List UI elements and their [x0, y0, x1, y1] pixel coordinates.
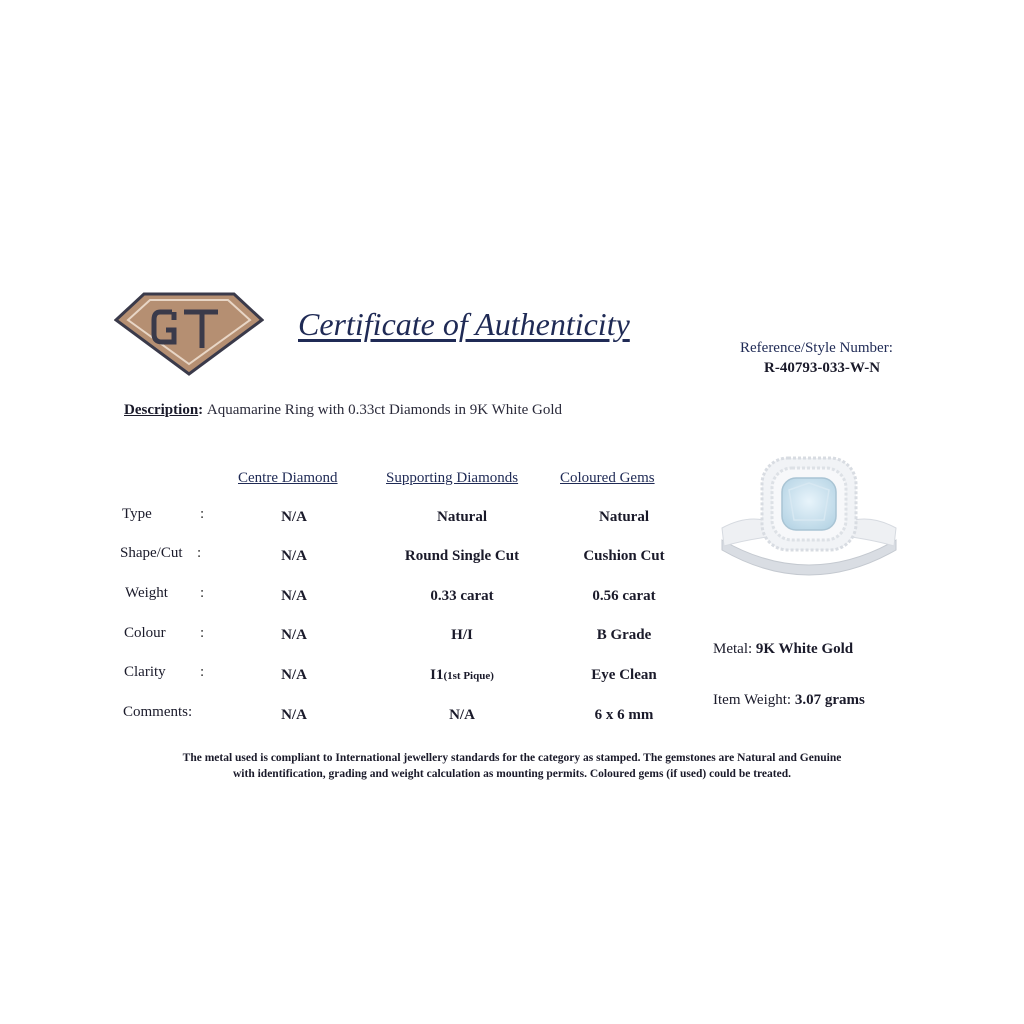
row-colon: :	[200, 506, 205, 522]
column-header-coloured-gems: Coloured Gems	[560, 470, 655, 486]
certificate-title: Certificate of Authenticity	[298, 306, 630, 342]
description-value: Aquamarine Ring with 0.33ct Diamonds in 9K White Gold	[206, 402, 563, 418]
reference-value: R-40793-033-W-N	[764, 360, 881, 376]
metal-label: Metal:	[713, 641, 753, 657]
clarity-note: (1st Pique)	[443, 670, 494, 682]
row-label-clarity: Clarity	[124, 664, 166, 680]
description-label: Description	[124, 402, 199, 418]
table-cell: 0.56 carat	[592, 588, 656, 604]
footer-line-1: The metal used is compliant to International jewellery standards for the category as stamped. The gemstones are Natural and Genuine	[182, 752, 842, 764]
reference-label: Reference/Style Number:	[740, 340, 893, 356]
item-weight-label: Item Weight:	[713, 692, 792, 708]
table-cell: N/A	[281, 509, 307, 525]
row-label-shape-cut: Shape/Cut	[120, 545, 183, 561]
metal-info	[713, 641, 853, 658]
table-cell: H/I	[451, 627, 473, 643]
table-cell: N/A	[281, 667, 307, 683]
table-cell: B Grade	[596, 627, 652, 643]
diamond-logo-icon	[114, 290, 264, 376]
table-cell: N/A	[281, 707, 307, 723]
table-cell: Round Single Cut	[404, 548, 520, 564]
ring-image	[714, 450, 904, 590]
table-cell: N/A	[449, 707, 475, 723]
row-label-comments: Comments:	[123, 704, 193, 720]
column-header-supporting-diamonds: Supporting Diamonds	[386, 470, 519, 486]
item-weight-info	[713, 692, 865, 709]
row-label-type: Type	[122, 506, 152, 522]
metal-value: 9K White Gold	[755, 641, 854, 657]
row-colon: :	[197, 545, 202, 561]
table-cell: Natural	[437, 509, 487, 525]
column-header-centre-diamond: Centre Diamond	[238, 470, 338, 486]
table-cell: Natural	[599, 509, 649, 525]
table-cell: N/A	[281, 548, 307, 564]
table-cell: Eye Clean	[591, 667, 657, 683]
row-colon: :	[200, 664, 205, 680]
footer-line-2: with identification, grading and weight calculation as mounting permits. Coloured gems (if used) could be treated.	[233, 768, 791, 780]
compliance-footer	[104, 750, 920, 782]
table-cell-clarity	[430, 667, 494, 684]
row-label-weight: Weight	[125, 585, 168, 601]
table-cell: 6 x 6 mm	[594, 707, 654, 723]
row-colon: :	[200, 585, 205, 601]
table-cell: N/A	[281, 588, 307, 604]
table-cell: N/A	[281, 627, 307, 643]
description: Description: Aquamarine Ring with 0.33ct Diamonds in 9K White Gold	[124, 402, 563, 418]
item-weight-value: 3.07 grams	[794, 692, 865, 708]
clarity-grade: I1	[430, 667, 444, 683]
table-cell: Cushion Cut	[583, 548, 665, 564]
row-colon: :	[200, 625, 205, 641]
table-cell: 0.33 carat	[430, 588, 494, 604]
row-label-colour: Colour	[124, 625, 166, 641]
